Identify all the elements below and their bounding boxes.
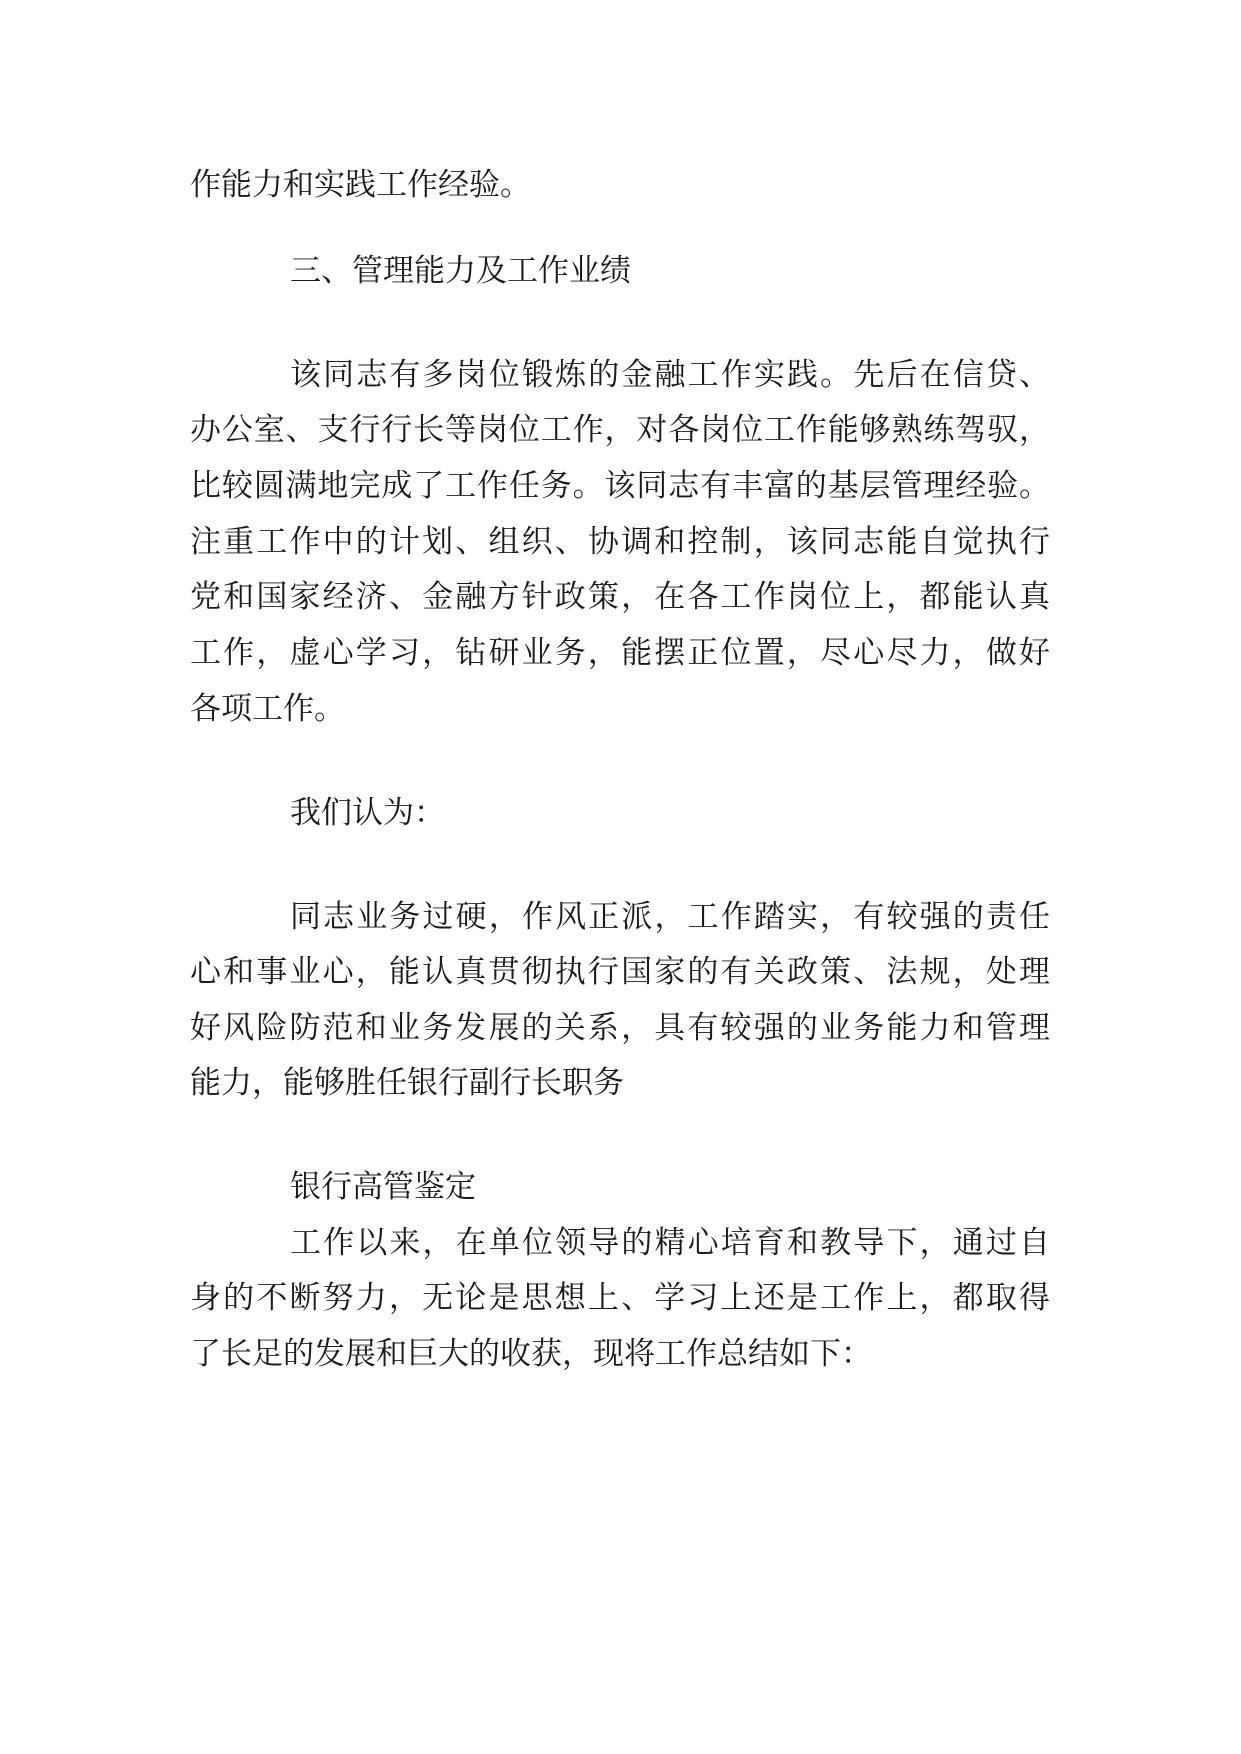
paragraph-line: 党和国家经济、金融方针政策，在各工作岗位上，都能认真 [190,579,1050,615]
continuation-line: 作能力和实践工作经验。 [190,167,531,203]
paragraph-line: 能力，能够胜任银行副行长职务 [190,1065,624,1101]
second-title: 银行高管鉴定 [290,1169,476,1205]
paragraph-line: 同志业务过硬，作风正派，工作踏实，有较强的责任 [290,899,1050,935]
paragraph-line: 各项工作。 [190,691,345,727]
section-heading: 三、管理能力及工作业绩 [290,253,631,289]
paragraph-line: 比较圆满地完成了工作任务。该同志有丰富的基层管理经验。 [190,468,1050,504]
paragraph-line: 工作，虚心学习，钻研业务，能摆正位置，尽心尽力，做好 [190,635,1050,671]
paragraph-line: 了长足的发展和巨大的收获，现将工作总结如下： [190,1336,872,1372]
paragraph-line: 心和事业心，能认真贯彻执行国家的有关政策、法规，处理 [190,954,1050,990]
paragraph-line: 好风险防范和业务发展的关系，具有较强的业务能力和管理 [190,1010,1050,1046]
paragraph-line: 注重工作中的计划、组织、协调和控制，该同志能自觉执行 [190,524,1050,560]
paragraph-line: 工作以来，在单位领导的精心培育和教导下，通过自 [290,1225,1050,1261]
paragraph-line: 办公室、支行行长等岗位工作，对各岗位工作能够熟练驾驭， [190,412,1050,448]
we-think-line: 我们认为： [290,795,445,831]
paragraph-line: 该同志有多岗位锻炼的金融工作实践。先后在信贷、 [290,357,1050,393]
paragraph-line: 身的不断努力，无论是思想上、学习上还是工作上，都取得 [190,1280,1050,1316]
